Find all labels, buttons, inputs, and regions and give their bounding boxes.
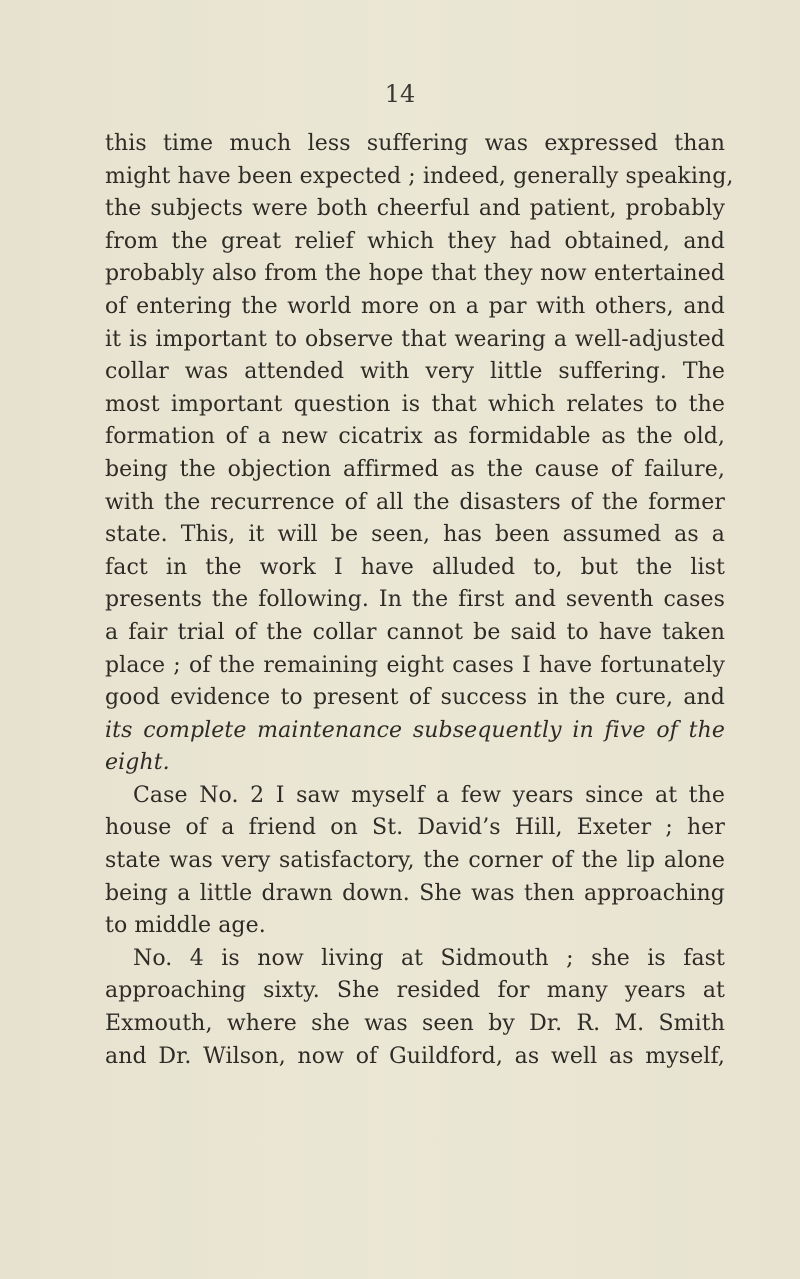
text-line: state was very satisfactory, the corner of the lip alone (105, 848, 725, 874)
text-line: being a little drawn down. She was then approaching (105, 880, 725, 906)
text-line: of entering the world more on a par with others, and (105, 293, 725, 319)
text-line: formation of a new cicatrix as formidable as the old, (105, 424, 725, 450)
paragraph-3 (105, 943, 725, 1073)
text-line: most important question is that which relates to the (105, 391, 725, 417)
text-line: to middle age. (105, 913, 266, 939)
text-line: place ; of the remaining eight cases I have fortunately (105, 652, 725, 678)
paragraph-2 (105, 780, 725, 943)
text-line: this time much less suffering was expressed than (105, 131, 725, 156)
text-line: fact in the work I have alluded to, but the list (105, 554, 725, 580)
text-line: with the recurrence of all the disasters of the former (105, 489, 725, 515)
text-line: state. This, it will be seen, has been assumed as a (105, 522, 725, 548)
text-line: good evidence to present of success in the cure, and (105, 685, 725, 711)
text-line-indented: Case No. 2 I saw myself a few years since at the (133, 782, 725, 808)
text-line-italic: its complete maintenance subsequently in five of the (105, 717, 725, 743)
text-line: house of a friend on St. David’s Hill, Exeter ; her (105, 815, 725, 841)
text-line: it is important to observe that wearing a well-adjusted (105, 326, 725, 352)
text-line: presents the following. In the first and seventh cases (105, 587, 725, 613)
page-number: 14 (384, 80, 416, 108)
text-line: approaching sixty. She resided for many years at (105, 978, 725, 1004)
text-line-italic: eight. (105, 750, 170, 776)
body-text (105, 128, 734, 1073)
text-line: and Dr. Wilson, now of Guildford, as well as myself, (105, 1043, 725, 1069)
text-line: being the objection affirmed as the cause of failure, (105, 456, 725, 482)
text-line: a fair trial of the collar cannot be said to have taken (105, 619, 725, 645)
text-line: from the great relief which they had obtained, and (105, 228, 725, 254)
text-line: probably also from the hope that they now entertained (105, 261, 725, 287)
text-line: the subjects were both cheerful and patient, probably (105, 196, 725, 222)
text-line: might have been expected ; indeed, generally speaking, (105, 163, 734, 189)
text-line: collar was attended with very little suffering. The (105, 359, 725, 385)
text-line-indented: No. 4 is now living at Sidmouth ; she is fast (133, 945, 725, 971)
text-line: Exmouth, where she was seen by Dr. R. M. Smith (105, 1011, 725, 1037)
paragraph-1 (105, 128, 734, 780)
